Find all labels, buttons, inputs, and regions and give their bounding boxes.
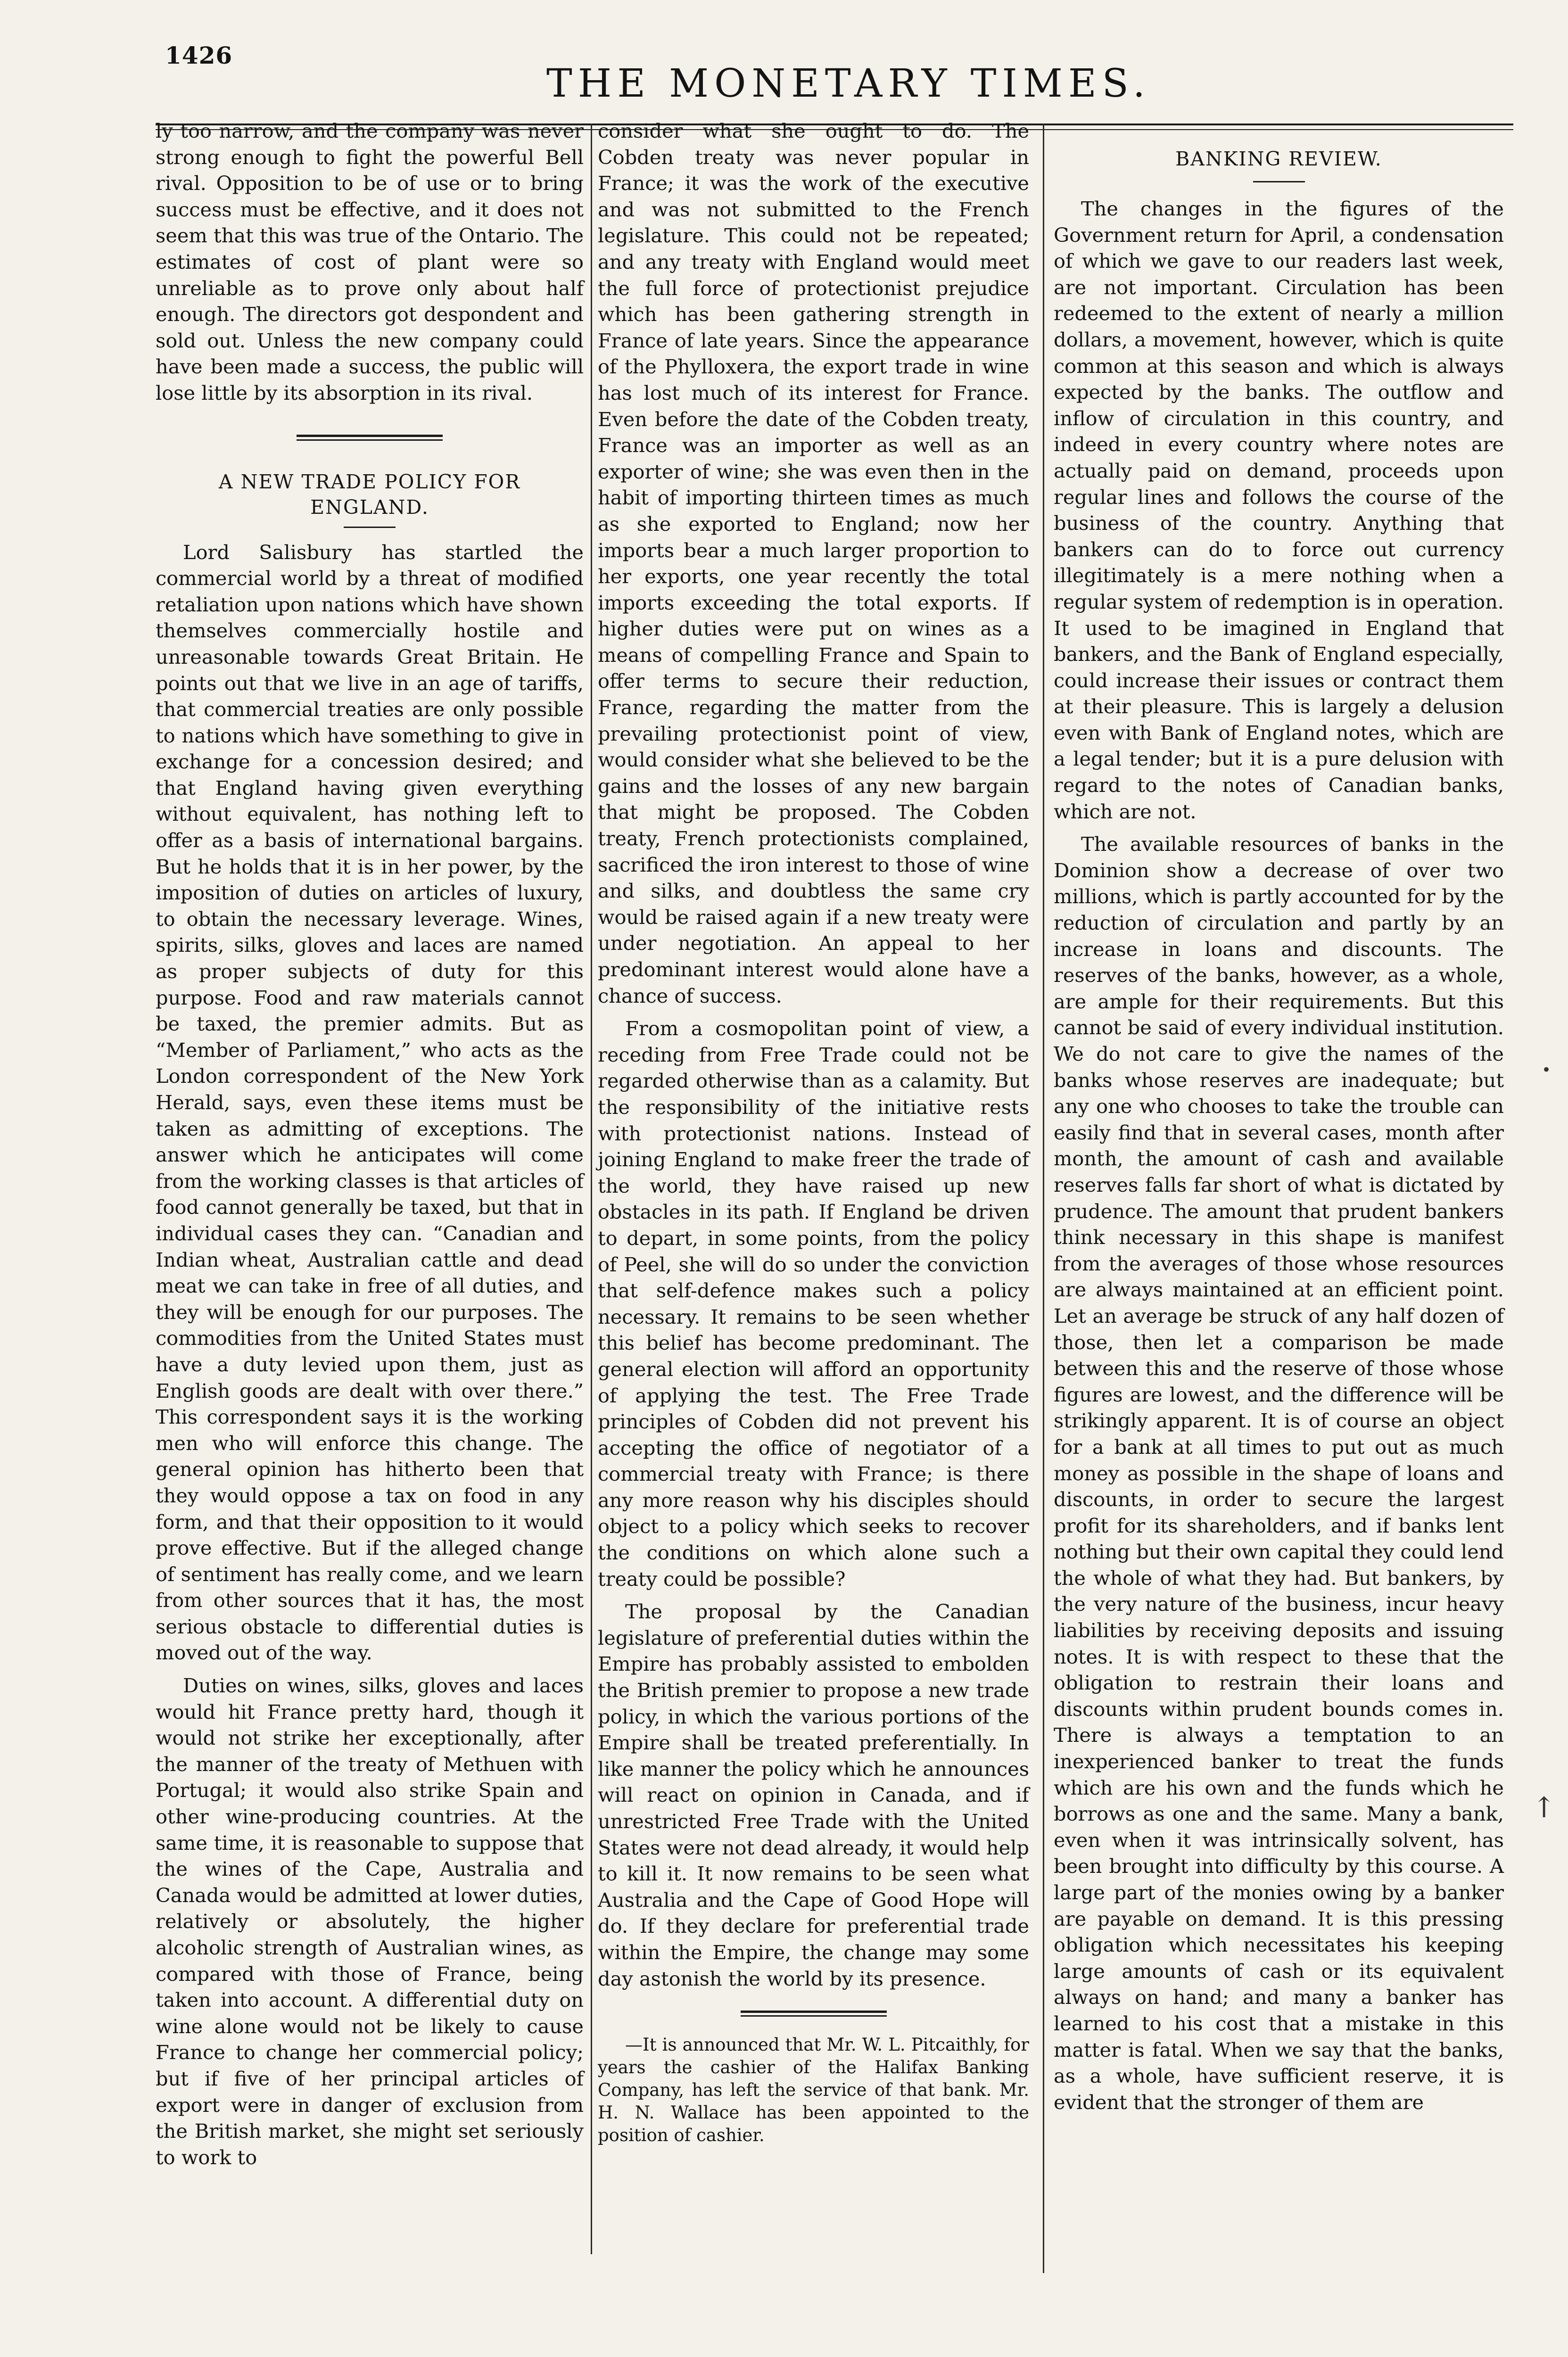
page-number: 1426 — [165, 41, 233, 69]
article-column-3 — [1054, 146, 1504, 2115]
article-paragraph: From a cosmopolitan point of view, a receding from Free Trade could not be regarded otherwise than as a calamity. But the responsibility of the initiative rests with protectionist nations. Instead of joining England to make freer the trade of the world, they have raised up new obstacles in its path. If England be driven to depart, in some points, from the policy of Peel, she will do so under the conviction that self-defence makes such a policy necessary. It remains to be seen whether this belief has become predominant. The general election will afford an opportunity of applying the test. The Free Trade principles of Cobden did not prevent his accepting the office of negotiator of a commercial treaty with France; is there any more reason why his disciples should object to a policy which seeks to recover the conditions on which alone such a treaty could be possible? — [598, 1017, 1029, 1591]
heading-rule — [344, 527, 396, 528]
heading-rule — [1253, 181, 1305, 182]
article-paragraph: The changes in the figures of the Government return for April, a condensation of which we gave to our readers last week, are not important. Circulation has been redeemed to the extent of nearly a million dollars, a movement, however, which is quite common at this season and which is always expected by the banks. The outflow and inflow of circulation in this country, and indeed in every country where notes are actually paid on demand, proceeds upon regular lines and follows the course of the business of the country. Anything that bankers can do to force out currency illegitimately is a mere nothing when a regular system of redemption is in operation. It used to be imagined in England that bankers, and the Bank of England especially, could increase their issues or contract them at their pleasure. This is largely a delusion even with Bank of England notes, which are a legal tender; but it is a pure delusion with regard to the notes of Canadian banks, which are not. — [1054, 197, 1504, 823]
margin-tick-mark: • — [1542, 1061, 1551, 1080]
section-separator — [297, 435, 443, 441]
article-paragraph: The available resources of banks in the Dominion show a decrease of over two millions, which is partly accounted for by the reduction of circulation and partly by an increase in loans and discounts. The reserves of the banks, however, as a whole, are ample for their requirements. But this cannot be said of every individual institution. We do not care to give the names of the banks whose reserves are inadequate; but any one who chooses to take the trouble can easily find that in several cases, month after month, the amount of cash and available reserves falls far short of what is dictated by prudence. The amount that prudent bankers think necessary in this shape is manifest from the averages of those whose resources are always maintained at an efficient point. Let an average be struck of any half dozen of those, then let a comparison be made between this and the reserve of those whose figures are lowest, and the difference will be strikingly apparent. It is of course an object for a bank at all times to put out as much money as possible in the shape of loans and discounts, in order to secure the largest profit for its shareholders, and if banks lent nothing but their own capital they could lend the whole of what they had. But bankers, by the very nature of the business, incur heavy liabilities by receiving deposits and issuing notes. It is with respect to these that the obligation to restrain their loans and discounts within prudent bounds comes in. There is always a temptation to an inexperienced banker to treat the funds which are his own and the funds which he borrows as one and the same. Many a bank, even when it was intrinsically solvent, has been brought into difficulty by this course. A large part of the monies owing by a banker are payable on demand. It is this pressing obligation which necessitates his keeping large amounts of cash or its equivalent always on hand; and many a banker has learned to his cost that a mistake in this matter is fatal. When we say that the banks, as a whole, have sufficient reserve, it is evident that the stronger of them are — [1054, 832, 1504, 2114]
column-divider-left — [591, 124, 592, 2254]
news-note: —It is announced that Mr. W. L. Pitcaithly, for years the cashier of the Halifax Banking Company, has left the service of that bank. Mr. H. N. Wallace has been appointed to the position of cashier. — [598, 2035, 1029, 2146]
article-paragraph: The proposal by the Canadian legislature of preferential duties within the Empire has probably assisted to embolden the British premier to propose a new trade policy, in which the various portions of the Empire shall be treated preferentially. In like manner the policy which he announces will react on opinion in Canada, and if unrestricted Free Trade with the United States were not dead already, it would help to kill it. It now remains to be seen what Australia and the Cape of Good Hope will do. If they declare for preferential trade within the Empire, the change may some day astonish the world by its presence. — [598, 1600, 1029, 1990]
article-continuation: consider what she ought to do. The Cobden treaty was never popular in France; it was the work of the executive and was not submitted to the French legislature. This could not be repeated; and any treaty with England would meet the full force of protectionist prejudice which has been gathering strength in France of late years. Since the appearance of the Phylloxera, the export trade in wine has lost much of its interest for France. Even before the date of the Cobden treaty, France was an importer as well as an exporter of wine; she was even then in the habit of importing thirteen times as much as she exported to England; now her imports bear a much larger proportion to her exports, one year recently the total imports exceeding the total exports. If higher duties were put on wines as a means of compelling France and Spain to offer terms to secure their reduction, France, regarding the matter from the prevailing protectionist point of view, would consider what she believed to be the gains and the losses of any new bargain that might be proposed. The Cobden treaty, French protectionists complained, sacrificed the iron interest to those of wine and silks, and doubtless the same cry would be raised again if a new treaty were under negotiation. An appeal to her predominant interest would alone have a chance of success. — [598, 119, 1029, 1007]
article-paragraph: Lord Salisbury has startled the commercial world by a threat of modified retaliation upon nations which have shown themselves commercially hostile and unreasonable towards Great Britain. He points out that we live in an age of tariffs, that commercial treaties are only possible to nations which have something to give in exchange for a concession desired; and that England having given everything without equivalent, has nothing left to offer as a basis of international bargains. But he holds that it is in her power, by the imposition of duties on articles of luxury, to obtain the necessary leverage. Wines, spirits, silks, gloves and laces are named as proper subjects of duty for this purpose. Food and raw materials cannot be taxed, the premier admits. But as “Member of Parliament,” who acts as the London correspondent of the New York Herald, says, even these items must be taken as admitting of exceptions. The answer which he anticipates will come from the working classes is that articles of food cannot generally be taxed, but that in individual cases they can. “Canadian and Indian wheat, Australian cattle and dead meat we can take in free of all duties, and they will be enough for our purposes. The commodities from the United States must have a duty levied upon them, just as English goods are dealt with over there.” This correspondent says it is the working men who will enforce this change. The general opinion has hitherto been that they would oppose a tax on food in any form, and that their opposition to it would prove effective. But if the alleged change of sentiment has really come, and we learn from other sources that it has, the most serious obstacle to differential duties is moved out of the way. — [156, 540, 584, 1665]
article-column-2 — [598, 118, 1029, 2147]
article-column-1 — [156, 118, 584, 2170]
article-continuation: ly too narrow, and the company was never strong enough to fight the powerful Bell rival. Opposition to be of use or to bring success must be effective, and it does not seem that this was true of the Ontario. The estimates of cost of plant were so unreliable as to prove only about half enough. The directors got despondent and sold out. Unless the new company could have been made a success, the public will lose little by its absorption in its rival. — [156, 119, 584, 404]
article-heading-line1: A NEW TRADE POLICY FOR — [218, 470, 521, 493]
margin-arrow-mark: ↑ — [1532, 1791, 1556, 1824]
masthead-title: THE MONETARY TIMES. — [546, 61, 1151, 106]
banking-review-heading: BANKING REVIEW. — [1175, 148, 1382, 170]
column-divider-right — [1043, 124, 1044, 2273]
article-paragraph: Duties on wines, silks, gloves and laces would hit France pretty hard, though it would not strike her exceptionally, after the manner of the treaty of Methuen with Portugal; it would also strike Spain and other wine-producing countries. At the same time, it is reasonable to suppose that the wines of the Cape, Australia and Canada would be admitted at lower duties, relatively or absolutely, the higher alcoholic strength of Australian wines, as compared with those of France, being taken into account. A differential duty on wine alone would not be likely to cause France to change her commercial policy; but if five of her principal articles of export were in danger of exclusion from the British market, she might set seriously to work to — [156, 1674, 584, 2169]
article-heading-line2: ENGLAND. — [310, 495, 429, 519]
section-separator — [741, 2011, 887, 2017]
